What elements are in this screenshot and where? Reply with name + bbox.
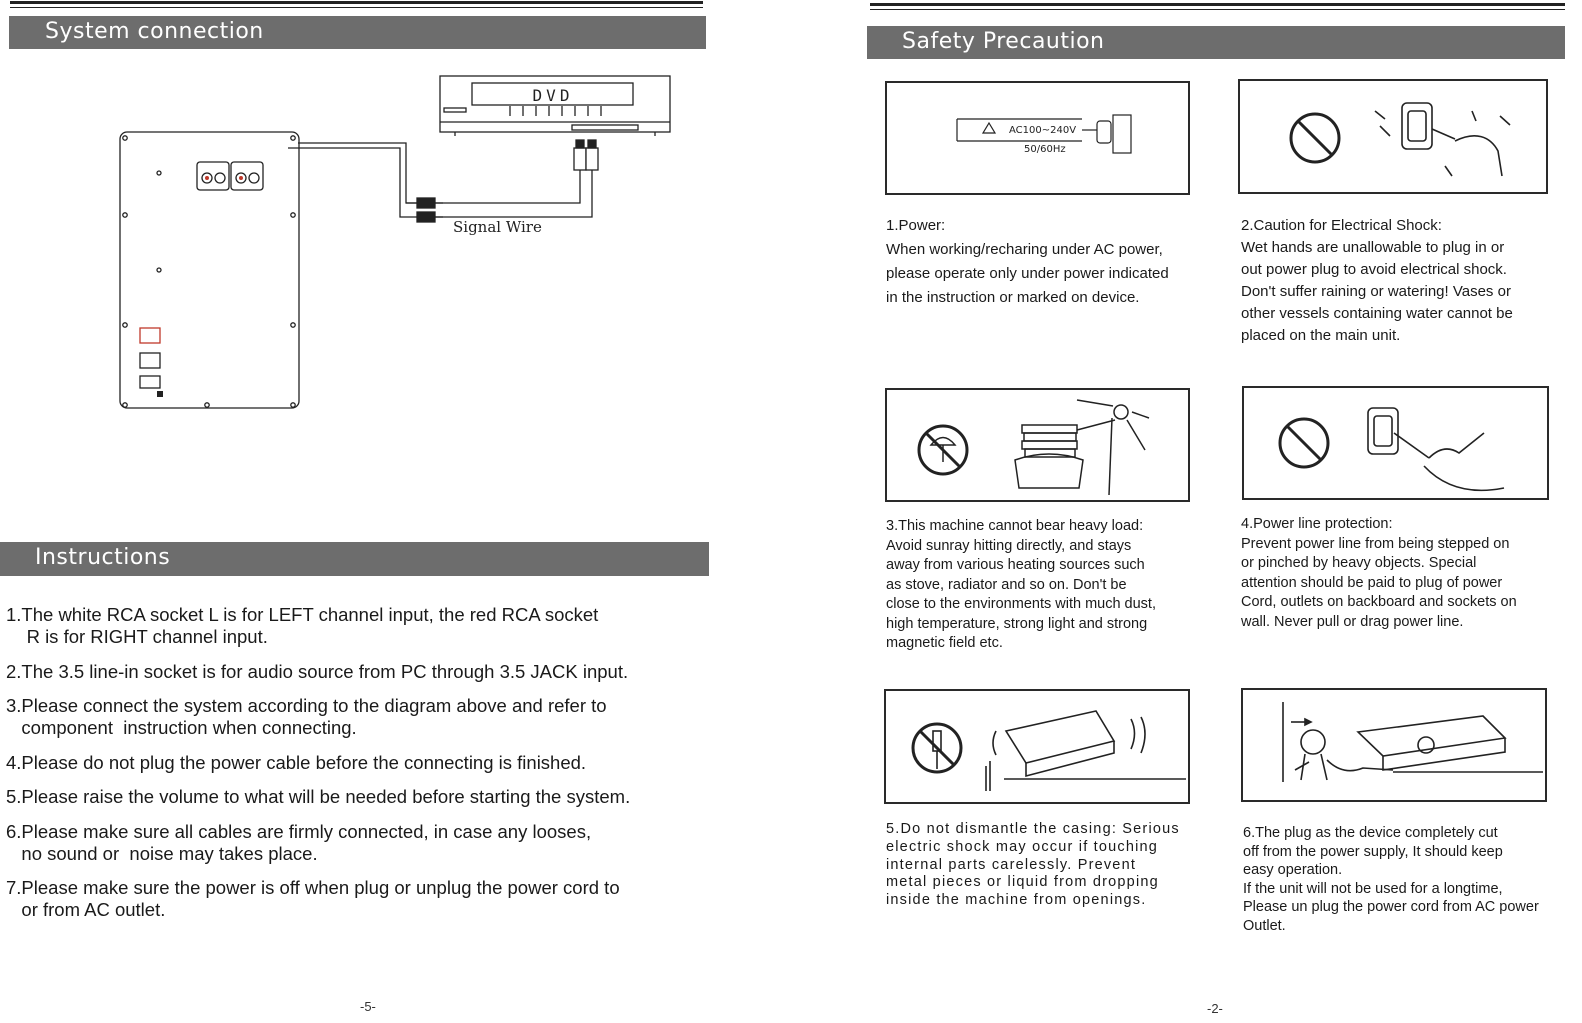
top-rule-thin-right [870, 9, 1565, 10]
top-rule-thick-right [870, 3, 1565, 6]
wet-hands-illustration [1238, 79, 1548, 194]
dismantle-illustration [884, 689, 1190, 804]
signal-wire [288, 140, 598, 222]
system-connection-diagram [110, 70, 690, 415]
instruction-item: 3.Please connect the system according to the diagram above and refer to component instruction when connecting. [6, 695, 607, 738]
precaution-5: 5.Do not dismantle the casing: Serious electric shock may occur if touching internal parts carelessly. Prevent metal pieces or liquid from dropping inside the machine from openings. [886, 821, 1180, 909]
instructions-list [6, 604, 736, 934]
subwoofer-rear-panel [120, 132, 299, 408]
signal-wire-label: Signal Wire [453, 218, 542, 236]
top-rule-thick [10, 1, 703, 4]
instruction-item: 5.Please raise the volume to what will be needed before starting the system. [6, 786, 631, 807]
dvd-label: DVD [532, 86, 574, 105]
power-rating-illustration [885, 81, 1190, 195]
system-connection-heading: System connection [9, 16, 706, 49]
instruction-item: 1.The white RCA socket L is for LEFT channel input, the red RCA socket R is for RIGHT channel input. [6, 604, 599, 647]
instruction-item: 7.Please make sure the power is off when plug or unplug the power cord to or from AC outlet. [6, 877, 620, 920]
precaution-4: 4.Power line protection: Prevent power line from being stepped on or pinched by heavy objects. Special attention should be paid to plug of power Cord, outlets on backboard and sockets on wall. Never pull or drag power line. [1241, 516, 1517, 630]
power-line-illustration [1242, 386, 1549, 500]
top-rule-thin [10, 7, 703, 8]
instruction-item: 6.Please make sure all cables are firmly connected, in case any looses, no sound or noise may takes place. [6, 820, 592, 864]
voltage-text: AC100~240V [1009, 125, 1077, 136]
unplug-illustration [1241, 688, 1547, 802]
precaution-6: 6.The plug as the device completely cut off from the power supply, It should keep easy operation. If the unit will not be used for a longtime, Please un plug the power cord from AC power Outlet. [1243, 825, 1539, 934]
instruction-item: 4.Please do not plug the power cable before the connecting is finished. [6, 751, 587, 773]
instruction-item: 2.The 3.5 line-in socket is for audio source from PC through 3.5 JACK input. [6, 660, 629, 682]
page-number-right: -2- [1207, 1001, 1223, 1016]
precaution-3: 3.This machine cannot bear heavy load: Avoid sunray hitting directly, and stays away from various heating sources such as stove, radiator and so on. Don't be close to the environments with much dust, high temperature, strong light and strong magnetic field etc. [886, 518, 1156, 651]
page-number-left: -5- [360, 999, 376, 1014]
frequency-text: 50/60Hz [1024, 144, 1066, 155]
instructions-heading: Instructions [0, 542, 709, 576]
safety-precaution-heading: Safety Precaution [867, 26, 1565, 59]
heavy-load-illustration [885, 388, 1190, 502]
precaution-1: 1.Power: When working/recharing under AC power, please operate only under power indicated in the instruction or marked on device. [886, 217, 1169, 306]
precaution-2: 2.Caution for Electrical Shock: Wet hands are unallowable to plug in or out power plug to avoid electrical shock. Don't suffer raining or watering! Vases or other vessels containing water cannot be placed on the main unit. [1241, 217, 1513, 344]
dvd-player [440, 76, 670, 136]
